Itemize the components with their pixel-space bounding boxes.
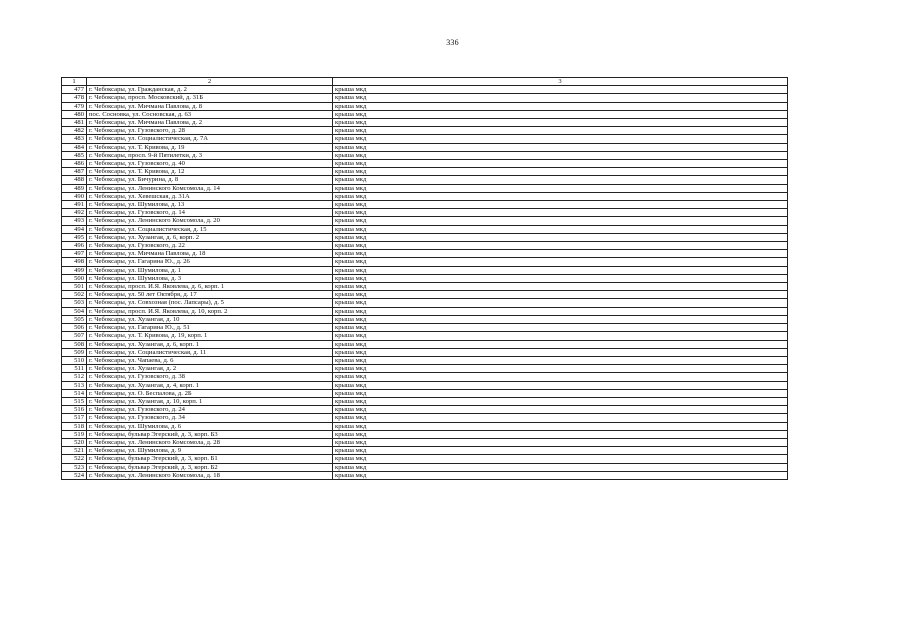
row-address: г. Чебоксары, ул. Гагарина Ю., д. 51 — [87, 324, 333, 332]
table-row — [62, 283, 788, 291]
row-object: крыша мкд — [333, 332, 788, 340]
row-object: крыша мкд — [333, 168, 788, 176]
table-row — [62, 94, 788, 102]
row-address: г. Чебоксары, ул. Шумилова, д. 1 — [87, 266, 333, 274]
row-address: г. Чебоксары, ул. Социалистическая, д. 15 — [87, 225, 333, 233]
row-address: г. Чебоксары, ул. Совхозная (пос. Лапсары), д. 5 — [87, 299, 333, 307]
table-row — [62, 135, 788, 143]
row-object: крыша мкд — [333, 381, 788, 389]
row-object: крыша мкд — [333, 160, 788, 168]
row-number: 518 — [62, 422, 87, 430]
table-row — [62, 151, 788, 159]
row-object: крыша мкд — [333, 422, 788, 430]
table-row — [62, 365, 788, 373]
header-col-2: 2 — [87, 78, 333, 86]
row-object: крыша мкд — [333, 233, 788, 241]
row-address: г. Чебоксары, ул. Бичурина, д. 8 — [87, 176, 333, 184]
table-row — [62, 266, 788, 274]
row-object: крыша мкд — [333, 365, 788, 373]
table-row — [62, 274, 788, 282]
row-object: крыша мкд — [333, 209, 788, 217]
table-row — [62, 455, 788, 463]
row-object: крыша мкд — [333, 119, 788, 127]
row-address: г. Чебоксары, ул. Мичмана Павлова, д. 8 — [87, 102, 333, 110]
page-number: 336 — [446, 38, 459, 47]
row-address: г. Чебоксары, ул. Гражданская, д. 2 — [87, 86, 333, 94]
row-address: г. Чебоксары, ул. Гагарина Ю., д. 26 — [87, 258, 333, 266]
row-number: 508 — [62, 340, 87, 348]
table-row — [62, 373, 788, 381]
row-object: крыша мкд — [333, 250, 788, 258]
table-header — [62, 78, 788, 86]
row-number: 513 — [62, 381, 87, 389]
table-body — [62, 86, 788, 480]
table-row — [62, 315, 788, 323]
row-number: 521 — [62, 447, 87, 455]
row-address: г. Чебоксары, ул. Хузангая, д. 10, корп. 1 — [87, 397, 333, 405]
row-object: крыша мкд — [333, 471, 788, 479]
row-object: крыша мкд — [333, 143, 788, 151]
row-number: 487 — [62, 168, 87, 176]
row-number: 506 — [62, 324, 87, 332]
table-row — [62, 250, 788, 258]
row-number: 490 — [62, 192, 87, 200]
row-object: крыша мкд — [333, 340, 788, 348]
table-row — [62, 307, 788, 315]
row-address: г. Чебоксары, ул. Хузангая, д. 6, корп. 2 — [87, 233, 333, 241]
table-row — [62, 201, 788, 209]
table-row — [62, 356, 788, 364]
row-number: 484 — [62, 143, 87, 151]
table-row — [62, 340, 788, 348]
row-number: 522 — [62, 455, 87, 463]
table-row — [62, 233, 788, 241]
row-address: г. Чебоксары, ул. Мичмана Павлова, д. 18 — [87, 250, 333, 258]
row-object: крыша мкд — [333, 201, 788, 209]
table-row — [62, 225, 788, 233]
row-object: крыша мкд — [333, 192, 788, 200]
row-object: крыша мкд — [333, 414, 788, 422]
row-object: крыша мкд — [333, 242, 788, 250]
table-row — [62, 242, 788, 250]
table-row — [62, 168, 788, 176]
row-address: г. Чебоксары, ул. Шумилова, д. 3 — [87, 274, 333, 282]
row-object: крыша мкд — [333, 110, 788, 118]
row-object: крыша мкд — [333, 184, 788, 192]
row-number: 504 — [62, 307, 87, 315]
row-number: 493 — [62, 217, 87, 225]
row-number: 485 — [62, 151, 87, 159]
row-number: 509 — [62, 348, 87, 356]
row-number: 495 — [62, 233, 87, 241]
row-number: 489 — [62, 184, 87, 192]
row-address: г. Чебоксары, ул. Ленинского Комсомола, д. 28 — [87, 438, 333, 446]
row-object: крыша мкд — [333, 127, 788, 135]
row-address: г. Чебоксары, ул. Социалистическая, д. 7А — [87, 135, 333, 143]
table-row — [62, 160, 788, 168]
row-object: крыша мкд — [333, 430, 788, 438]
table-row — [62, 176, 788, 184]
header-col-3: 3 — [333, 78, 788, 86]
row-number: 499 — [62, 266, 87, 274]
row-address: г. Чебоксары, ул. Ленинского Комсомола, д. 18 — [87, 471, 333, 479]
row-address: г. Чебоксары, ул. Гузовского, д. 24 — [87, 406, 333, 414]
row-object: крыша мкд — [333, 151, 788, 159]
row-number: 486 — [62, 160, 87, 168]
row-object: крыша мкд — [333, 356, 788, 364]
row-number: 520 — [62, 438, 87, 446]
row-number: 524 — [62, 471, 87, 479]
row-address: г. Чебоксары, просп. 9-й Пятилетки, д. 3 — [87, 151, 333, 159]
table-row — [62, 86, 788, 94]
row-object: крыша мкд — [333, 307, 788, 315]
table-row — [62, 102, 788, 110]
row-object: крыша мкд — [333, 324, 788, 332]
row-object: крыша мкд — [333, 258, 788, 266]
row-object: крыша мкд — [333, 463, 788, 471]
row-number: 482 — [62, 127, 87, 135]
row-number: 517 — [62, 414, 87, 422]
row-number: 519 — [62, 430, 87, 438]
table-row — [62, 422, 788, 430]
row-address: г. Чебоксары, бульвар Эгерский, д. 3, корп. Б3 — [87, 430, 333, 438]
row-object: крыша мкд — [333, 266, 788, 274]
row-object: крыша мкд — [333, 406, 788, 414]
row-address: пос. Сосновка, ул. Сосновская, д. 63 — [87, 110, 333, 118]
table-row — [62, 217, 788, 225]
row-address: г. Чебоксары, ул. Шумилова, д. 13 — [87, 201, 333, 209]
address-table — [61, 77, 788, 480]
row-object: крыша мкд — [333, 217, 788, 225]
row-object: крыша мкд — [333, 373, 788, 381]
row-object: крыша мкд — [333, 94, 788, 102]
table-row — [62, 332, 788, 340]
row-number: 496 — [62, 242, 87, 250]
row-address: г. Чебоксары, ул. О. Беспалова, д. 2Б — [87, 389, 333, 397]
row-number: 502 — [62, 291, 87, 299]
table-row — [62, 209, 788, 217]
row-address: г. Чебоксары, ул. Хузангая, д. 10 — [87, 315, 333, 323]
row-number: 510 — [62, 356, 87, 364]
row-address: г. Чебоксары, ул. Чапаева, д. 6 — [87, 356, 333, 364]
row-address: г. Чебоксары, ул. Хузангая, д. 2 — [87, 365, 333, 373]
row-number: 491 — [62, 201, 87, 209]
row-address: г. Чебоксары, ул. Ленинского Комсомола, д. 20 — [87, 217, 333, 225]
row-number: 477 — [62, 86, 87, 94]
row-number: 507 — [62, 332, 87, 340]
row-address: г. Чебоксары, ул. Мичмана Павлова, д. 2 — [87, 119, 333, 127]
row-address: г. Чебоксары, просп. И.Я. Яковлева, д. 10, корп. 2 — [87, 307, 333, 315]
row-number: 478 — [62, 94, 87, 102]
table-row — [62, 348, 788, 356]
row-number: 514 — [62, 389, 87, 397]
table-row — [62, 397, 788, 405]
row-number: 479 — [62, 102, 87, 110]
row-number: 497 — [62, 250, 87, 258]
row-number: 501 — [62, 283, 87, 291]
row-address: г. Чебоксары, ул. Гузовского, д. 40 — [87, 160, 333, 168]
table-row — [62, 119, 788, 127]
header-col-1: 1 — [62, 78, 87, 86]
row-object: крыша мкд — [333, 397, 788, 405]
row-address: г. Чебоксары, ул. Гузовского, д. 22 — [87, 242, 333, 250]
row-number: 511 — [62, 365, 87, 373]
row-number: 512 — [62, 373, 87, 381]
row-address: г. Чебоксары, просп. И.Я. Яковлева, д. 6, корп. 1 — [87, 283, 333, 291]
table-row — [62, 463, 788, 471]
table-row — [62, 406, 788, 414]
row-address: г. Чебоксары, ул. Т. Кривова, д. 12 — [87, 168, 333, 176]
row-object: крыша мкд — [333, 135, 788, 143]
row-address: г. Чебоксары, ул. Гузовского, д. 14 — [87, 209, 333, 217]
row-address: г. Чебоксары, ул. Ленинского Комсомола, д. 14 — [87, 184, 333, 192]
table-row — [62, 430, 788, 438]
row-number: 503 — [62, 299, 87, 307]
table-row — [62, 438, 788, 446]
row-number: 483 — [62, 135, 87, 143]
row-address: г. Чебоксары, ул. Хевешская, д. 31А — [87, 192, 333, 200]
row-address: г. Чебоксары, ул. Социалистическая, д. 11 — [87, 348, 333, 356]
table-row — [62, 299, 788, 307]
row-object: крыша мкд — [333, 225, 788, 233]
row-address: г. Чебоксары, ул. Гузовского, д. 28 — [87, 127, 333, 135]
row-address: г. Чебоксары, ул. Т. Кривова, д. 19 — [87, 143, 333, 151]
row-object: крыша мкд — [333, 86, 788, 94]
row-address: г. Чебоксары, ул. 50 лет Октября, д. 17 — [87, 291, 333, 299]
table-row — [62, 324, 788, 332]
row-object: крыша мкд — [333, 102, 788, 110]
row-object: крыша мкд — [333, 447, 788, 455]
row-number: 480 — [62, 110, 87, 118]
header-row — [62, 78, 788, 86]
table-row — [62, 447, 788, 455]
row-object: крыша мкд — [333, 348, 788, 356]
row-object: крыша мкд — [333, 176, 788, 184]
row-number: 481 — [62, 119, 87, 127]
row-address: г. Чебоксары, бульвар Эгерский, д. 3, корп. Б2 — [87, 463, 333, 471]
row-number: 516 — [62, 406, 87, 414]
row-address: г. Чебоксары, ул. Хузангая, д. 6, корп. 1 — [87, 340, 333, 348]
row-address: г. Чебоксары, ул. Гузовского, д. 38 — [87, 373, 333, 381]
row-address: г. Чебоксары, ул. Шумилова, д. 9 — [87, 447, 333, 455]
row-object: крыша мкд — [333, 315, 788, 323]
row-address: г. Чебоксары, бульвар Эгерский, д. 3, корп. Б1 — [87, 455, 333, 463]
row-object: крыша мкд — [333, 299, 788, 307]
row-object: крыша мкд — [333, 455, 788, 463]
row-number: 492 — [62, 209, 87, 217]
row-address: г. Чебоксары, ул. Хузангая, д. 4, корп. 1 — [87, 381, 333, 389]
row-number: 498 — [62, 258, 87, 266]
table-row — [62, 127, 788, 135]
table-row — [62, 381, 788, 389]
row-number: 500 — [62, 274, 87, 282]
row-object: крыша мкд — [333, 283, 788, 291]
row-address: г. Чебоксары, ул. Шумилова, д. 6 — [87, 422, 333, 430]
table-row — [62, 110, 788, 118]
row-number: 494 — [62, 225, 87, 233]
row-address: г. Чебоксары, просп. Московский, д. 31Б — [87, 94, 333, 102]
table-row — [62, 184, 788, 192]
row-object: крыша мкд — [333, 291, 788, 299]
row-number: 488 — [62, 176, 87, 184]
table-row — [62, 258, 788, 266]
table-row — [62, 192, 788, 200]
table-row — [62, 389, 788, 397]
table-row — [62, 291, 788, 299]
table-row — [62, 414, 788, 422]
table-row — [62, 143, 788, 151]
row-address: г. Чебоксары, ул. Т. Кривова, д. 19, корп. 1 — [87, 332, 333, 340]
row-object: крыша мкд — [333, 438, 788, 446]
table-row — [62, 471, 788, 479]
row-number: 515 — [62, 397, 87, 405]
row-object: крыша мкд — [333, 389, 788, 397]
row-number: 523 — [62, 463, 87, 471]
row-address: г. Чебоксары, ул. Гузовского, д. 34 — [87, 414, 333, 422]
row-object: крыша мкд — [333, 274, 788, 282]
row-number: 505 — [62, 315, 87, 323]
